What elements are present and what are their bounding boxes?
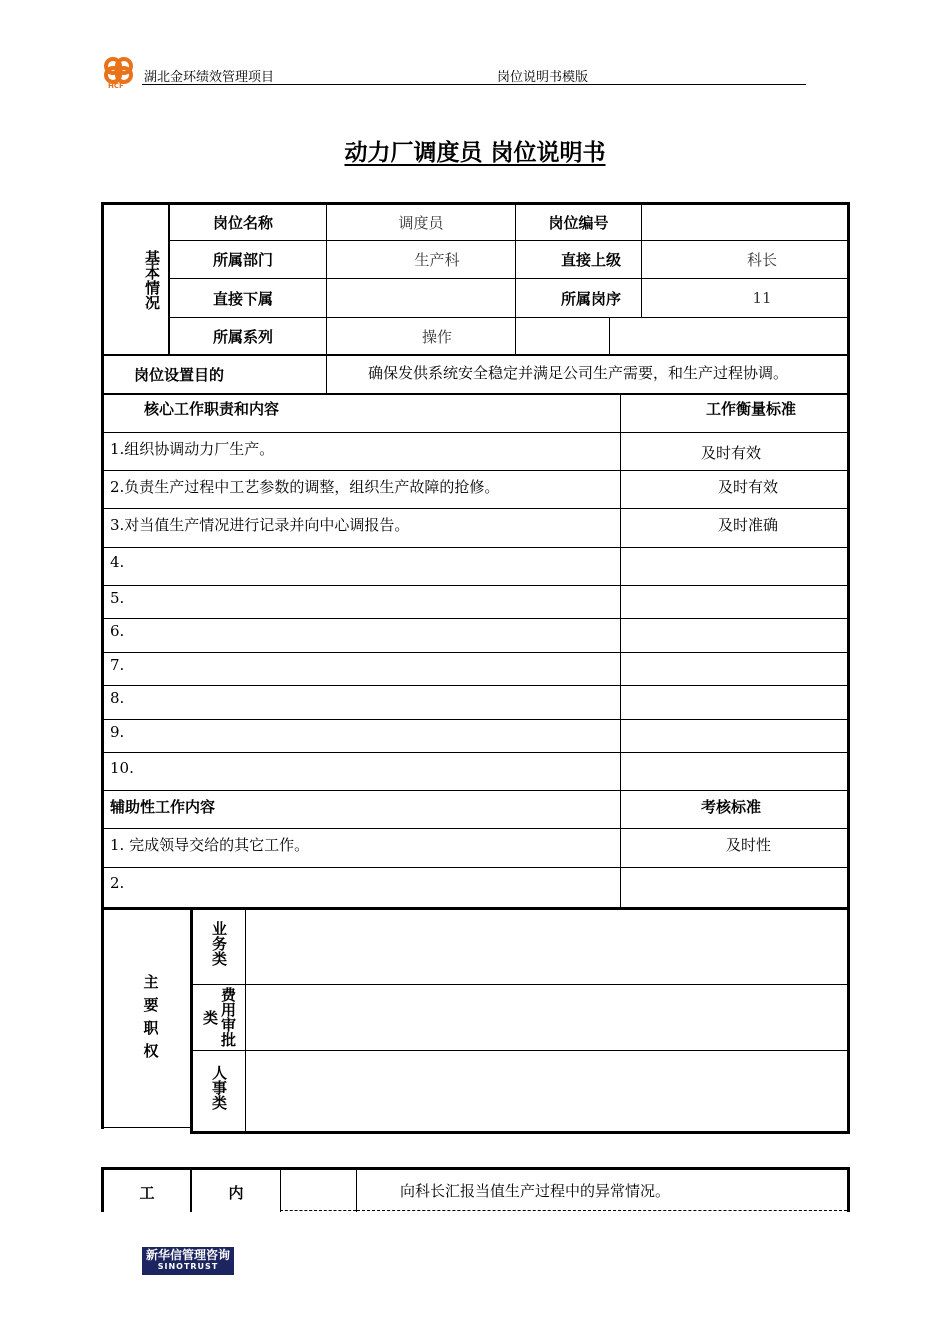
value-position-name: 调度员 — [398, 214, 444, 232]
duty-text-7: 7. — [110, 656, 125, 674]
header-doc-type: 岗位说明书模版 — [497, 70, 589, 85]
page-title: 动力厂调度员 岗位说明书 — [344, 140, 606, 166]
duty-standard-2: 及时有效 — [718, 477, 779, 496]
table-border-left — [101, 202, 104, 1129]
authority-section-label: 主要职权 — [141, 974, 160, 1066]
value-series: 操作 — [421, 327, 452, 346]
label-subordinates: 直接下属 — [212, 289, 273, 308]
duty-standard-8 — [621, 686, 847, 710]
value-series-extra-1 — [516, 318, 609, 354]
duty-standard-10 — [621, 753, 847, 783]
authority-label-expense: 费用审批类 — [201, 987, 237, 1047]
authority-text-personnel — [250, 1051, 846, 1129]
aux-text-2: 2. — [110, 874, 125, 892]
label-position-id: 岗位编号 — [548, 214, 609, 232]
basic-section-label: 基本情况 — [143, 250, 161, 310]
header-project: 湖北金环绩效管理项目 — [144, 70, 275, 85]
purpose-label: 岗位设置目的 — [133, 366, 224, 384]
label-series: 所属系列 — [212, 327, 273, 346]
purpose-text: 确保发供系统安全稳定并满足公司生产需要，和生产过程协调。 — [368, 364, 789, 382]
value-position-id — [642, 205, 847, 240]
authority-text-business — [250, 911, 846, 983]
duty-text-10: 10. — [110, 759, 134, 777]
label-position-name: 岗位名称 — [212, 214, 273, 232]
label-supervisor: 直接上级 — [560, 251, 621, 269]
duty-standard-1: 及时有效 — [701, 443, 762, 462]
authority-label-business: 业务类 — [210, 920, 228, 966]
relations-col1: 工 — [139, 1183, 155, 1202]
aux-header-right: 考核标准 — [701, 797, 762, 816]
aux-standard-1: 及时性 — [726, 835, 772, 854]
label-grade: 所属岗序 — [560, 289, 621, 308]
duty-text-4: 4. — [110, 553, 125, 571]
table-border-right — [847, 202, 850, 1134]
duty-standard-7 — [621, 653, 847, 677]
value-subordinates — [327, 279, 515, 317]
duty-standard-6 — [621, 619, 847, 643]
relations-text: 向科长汇报当值生产过程中的异常情况。 — [400, 1181, 671, 1200]
duties-header-left: 核心工作职责和内容 — [144, 400, 280, 418]
aux-header-left: 辅助性工作内容 — [110, 797, 216, 816]
label-department: 所属部门 — [212, 251, 273, 269]
relations-col2: 内 — [228, 1183, 244, 1202]
value-series-extra-2 — [610, 318, 847, 354]
duty-text-8: 8. — [110, 689, 125, 707]
footer-brand-logo — [142, 1247, 234, 1275]
footer-brand-cn: 新华信管理咨询 — [145, 1248, 230, 1262]
duty-standard-4 — [621, 548, 847, 576]
duty-standard-5 — [621, 586, 847, 610]
authority-text-expense — [250, 985, 846, 1049]
aux-standard-2 — [621, 868, 847, 898]
value-supervisor: 科长 — [746, 251, 777, 269]
header-rule — [142, 84, 806, 85]
value-department: 生产科 — [414, 251, 460, 269]
duties-header-right: 工作衡量标准 — [705, 400, 796, 418]
duty-text-3: 3.对当值生产情况进行记录并向中心调报告。 — [110, 515, 410, 534]
duty-standard-9 — [621, 720, 847, 744]
duty-text-6: 6. — [110, 622, 125, 640]
duty-standard-3: 及时准确 — [718, 515, 779, 534]
duty-text-1: 1.组织协调动力厂生产。 — [110, 439, 275, 458]
duty-text-5: 5. — [110, 589, 125, 607]
logo-text: HCF — [108, 82, 124, 90]
value-grade: 11 — [752, 289, 772, 307]
footer-brand-en: SINOTRUST — [157, 1262, 219, 1271]
aux-text-1: 1. 完成领导交给的其它工作。 — [110, 835, 310, 854]
duty-text-2: 2.负责生产过程中工艺参数的调整，组织生产故障的抢修。 — [110, 477, 500, 496]
authority-label-personnel: 人事类 — [210, 1064, 228, 1110]
duty-text-9: 9. — [110, 723, 125, 741]
